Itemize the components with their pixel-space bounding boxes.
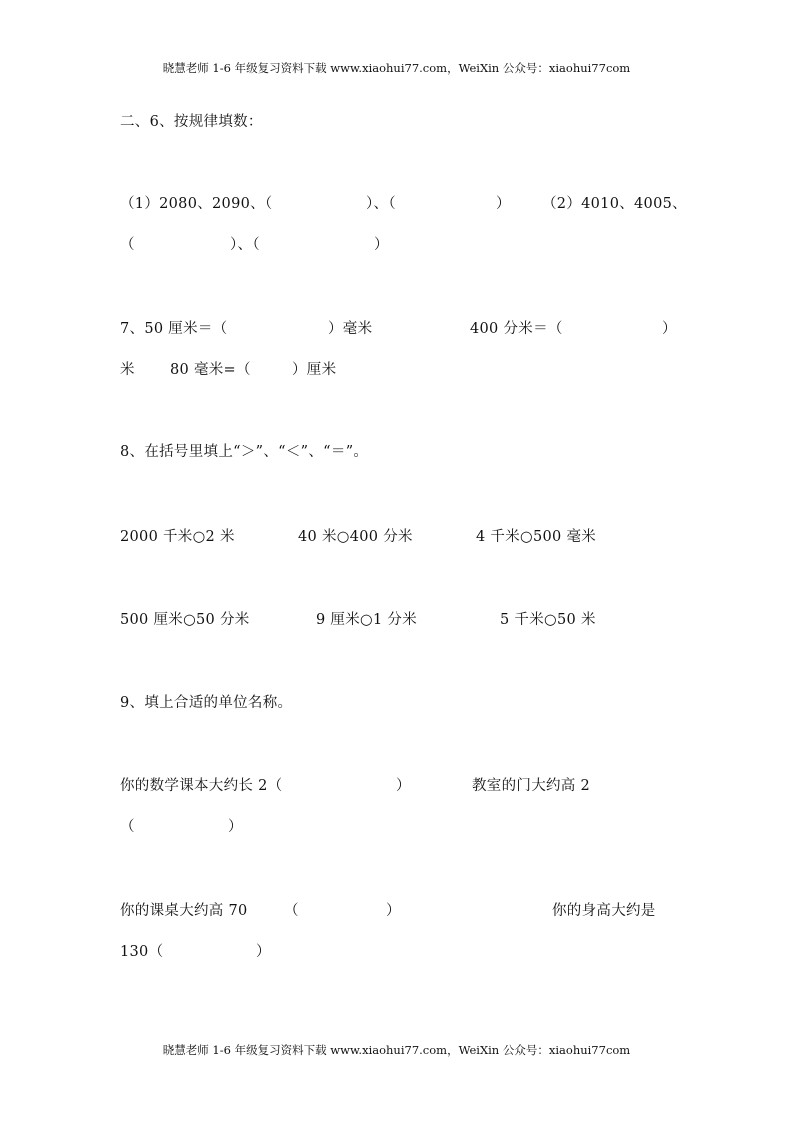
q9-item-c: 你的课桌大约高 70	[120, 903, 248, 919]
q8-r1-item3: 4 千米○500 毫米	[476, 529, 597, 545]
q6-title: 二、6、按规律填数：	[120, 114, 263, 130]
q9-item-b: 教室的门大约高 2	[472, 778, 591, 794]
q8-r2-item2: 9 厘米○1 分米	[316, 612, 418, 628]
q8-r2-item1: 500 厘米○50 分米	[120, 612, 250, 628]
q8-r2-item3: 5 千米○50 米	[500, 612, 596, 628]
page-header: 晓慧老师 1-6 年级复习资料下载 www.xiaohui77.com，WeiXin 公众号：xiaohui77com	[162, 61, 631, 75]
q7-item-a-unit: ）毫米	[328, 321, 373, 337]
q6-line2-open: （	[120, 237, 135, 253]
q7-item-b-unit: 米	[120, 362, 135, 378]
q9-item-a: 你的数学课本大约长 2（	[120, 778, 283, 794]
q6-part1-close: ）	[496, 196, 511, 212]
q9-item-d: 你的身高大约是	[552, 903, 656, 919]
q9-item-b-open: （	[120, 819, 135, 835]
q7-item-b: 400 分米＝（	[470, 321, 563, 337]
q9-item-c-close: ）	[386, 903, 401, 919]
q9-item-c-open: （	[284, 903, 299, 919]
q7-item-c: 80 毫米=（	[170, 362, 251, 378]
q7-item-c-unit: ）厘米	[292, 362, 337, 378]
q9-item-b-close: ）	[228, 819, 243, 835]
q8-title: 8、在括号里填上“＞”、“＜”、“＝”。	[120, 444, 369, 460]
q6-part2: （2）4010、4005、	[542, 196, 687, 212]
q6-part1-separator: ）、（	[366, 196, 396, 212]
q7-item-a: 7、50 厘米＝（	[120, 321, 228, 337]
q9-item-d-close: ）	[256, 944, 271, 960]
q8-r1-item2: 40 米○400 分米	[298, 529, 413, 545]
q6-line2-close: ）	[374, 237, 389, 253]
q6-part1: （1）2080、2090、（	[120, 196, 273, 212]
q9-item-a-close: ）	[396, 778, 411, 794]
q9-title: 9、填上合适的单位名称。	[120, 695, 293, 711]
page-footer: 晓慧老师 1-6 年级复习资料下载 www.xiaohui77.com，WeiXin 公众号：xiaohui77com	[162, 1043, 631, 1057]
q7-item-b-close: ）	[662, 321, 677, 337]
q9-item-d-value: 130（	[120, 944, 164, 960]
q8-r1-item1: 2000 千米○2 米	[120, 529, 235, 545]
q6-line2-separator: ）、（	[230, 237, 260, 253]
